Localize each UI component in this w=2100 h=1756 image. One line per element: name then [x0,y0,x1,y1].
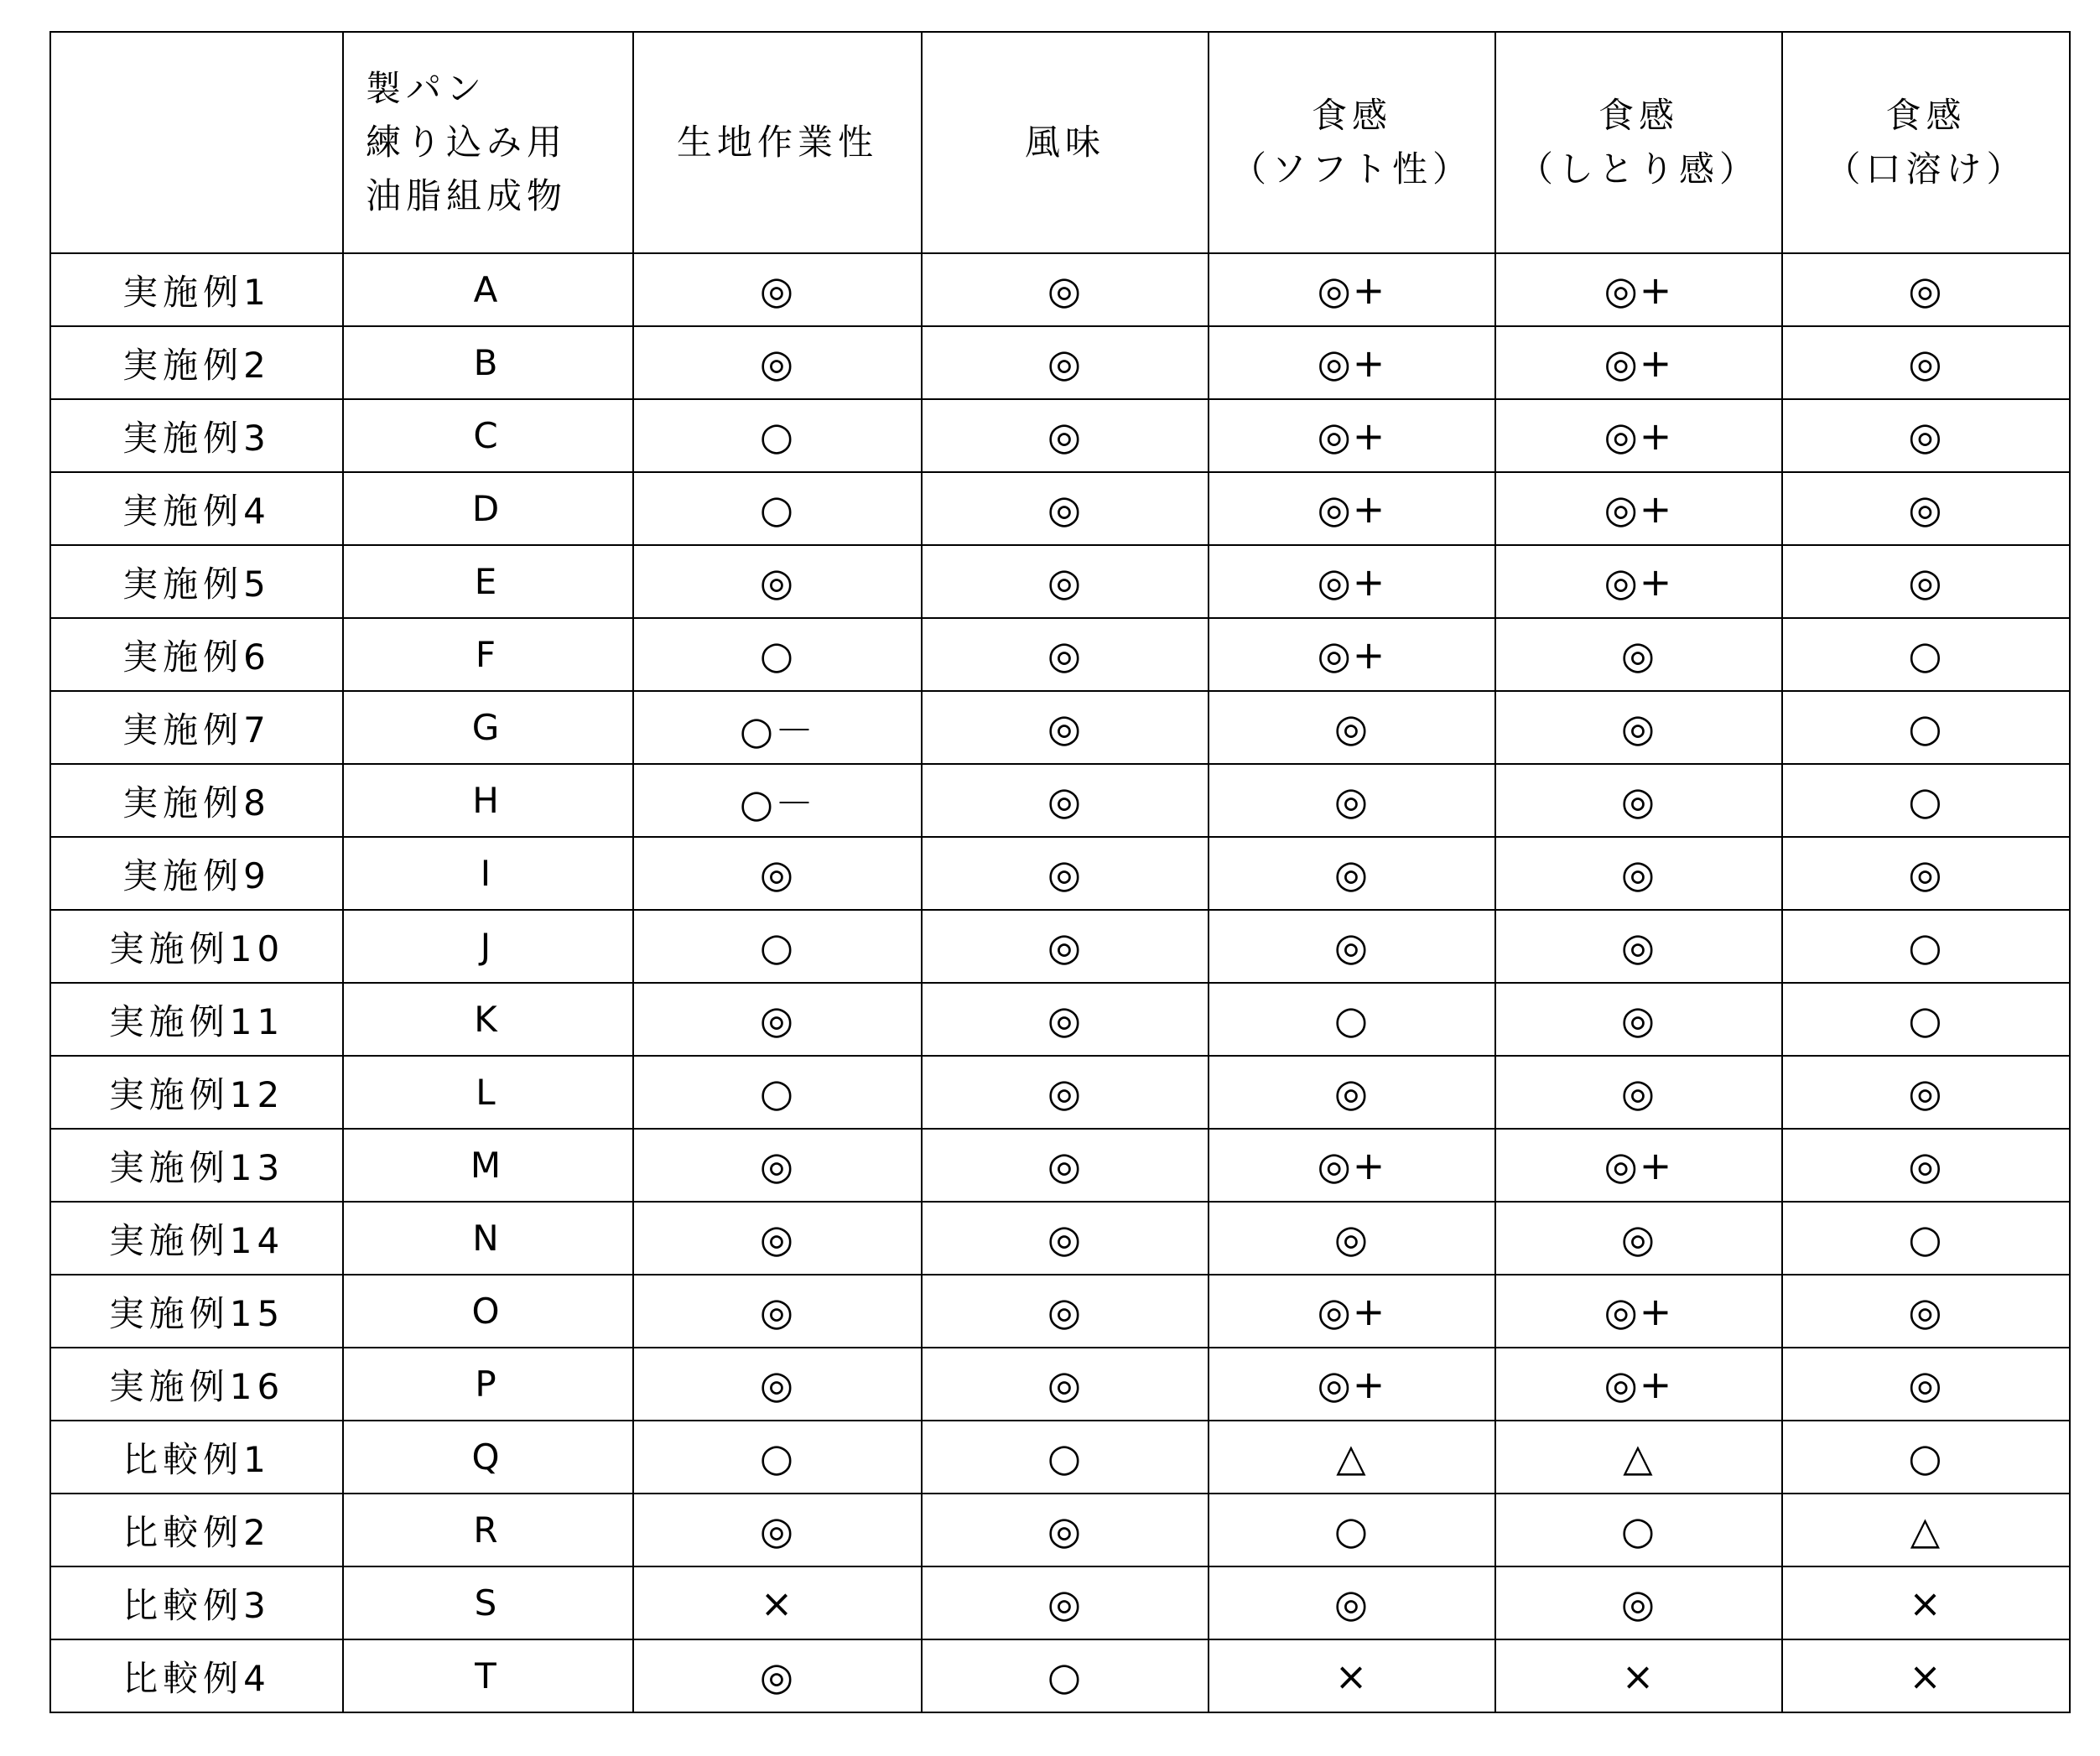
cell-example: 実施例15 [50,1275,343,1348]
cell-flavor: ◎ [922,1566,1209,1639]
cell-texture-moistness: ◎+ [1495,253,1782,326]
table-row [50,1275,2070,1348]
cell-flavor: ○ [922,1639,1209,1712]
cell-texture-moistness: △ [1495,1421,1782,1494]
cell-texture-softness: ◎+ [1209,618,1495,691]
header-dough-workability: 生地作業性 [633,32,922,253]
cell-texture-softness: △ [1209,1421,1495,1494]
cell-flavor: ◎ [922,399,1209,472]
cell-texture-softness: ◎+ [1209,1275,1495,1348]
table-row [50,399,2070,472]
cell-flavor: ◎ [922,910,1209,983]
cell-dough-workability: ○ [633,1421,922,1494]
cell-dough-workability: ◎ [633,326,922,399]
cell-texture-moistness: ◎+ [1495,472,1782,545]
header-texture-moistness: 食感 （しとり感） [1495,32,1782,253]
cell-fat-composition: H [343,764,633,837]
cell-dough-workability: ◎ [633,1202,922,1275]
cell-dough-workability: ○－ [633,691,922,764]
cell-texture-moistness: ◎ [1495,837,1782,910]
cell-example: 比較例4 [50,1639,343,1712]
cell-example: 実施例3 [50,399,343,472]
cell-texture-softness: ○ [1209,1494,1495,1566]
cell-texture-moistness: ◎ [1495,1202,1782,1275]
table-row [50,1129,2070,1202]
cell-fat-composition: A [343,253,633,326]
header-texture-melt: 食感 （口溶け） [1782,32,2070,253]
cell-texture-moistness: ◎ [1495,910,1782,983]
cell-texture-melt: × [1782,1639,2070,1712]
cell-texture-softness: ○ [1209,983,1495,1056]
cell-flavor: ◎ [922,1129,1209,1202]
cell-example: 実施例13 [50,1129,343,1202]
cell-flavor: ◎ [922,253,1209,326]
cell-texture-melt: ○ [1782,618,2070,691]
cell-dough-workability: ◎ [633,983,922,1056]
cell-example: 実施例16 [50,1348,343,1421]
cell-texture-melt: ◎ [1782,326,2070,399]
table-row [50,545,2070,618]
cell-example: 比較例2 [50,1494,343,1566]
cell-flavor: ◎ [922,545,1209,618]
cell-dough-workability: ◎ [633,1639,922,1712]
cell-flavor: ◎ [922,1202,1209,1275]
cell-fat-composition: M [343,1129,633,1202]
header-fat-composition: 製パン 練り込み用 油脂組成物 [343,32,633,253]
cell-texture-melt: ○ [1782,1202,2070,1275]
cell-fat-composition: E [343,545,633,618]
cell-texture-moistness: ◎ [1495,1056,1782,1129]
cell-example: 実施例12 [50,1056,343,1129]
cell-texture-moistness: ◎ [1495,691,1782,764]
table-row [50,910,2070,983]
evaluation-table [49,31,2071,1713]
table-row [50,1348,2070,1421]
cell-flavor: ◎ [922,983,1209,1056]
header-example [50,32,343,253]
cell-fat-composition: S [343,1566,633,1639]
table-row [50,983,2070,1056]
cell-dough-workability: ◎ [633,837,922,910]
cell-flavor: ◎ [922,1275,1209,1348]
cell-dough-workability: ◎ [633,1275,922,1348]
cell-texture-melt: ◎ [1782,1275,2070,1348]
table-row [50,1202,2070,1275]
cell-texture-melt: ○ [1782,910,2070,983]
cell-fat-composition: B [343,326,633,399]
cell-dough-workability: ○ [633,910,922,983]
table-row [50,1494,2070,1566]
cell-example: 実施例4 [50,472,343,545]
cell-fat-composition: C [343,399,633,472]
cell-texture-softness: ◎ [1209,837,1495,910]
cell-texture-moistness: ◎ [1495,618,1782,691]
cell-texture-softness: ◎+ [1209,399,1495,472]
cell-texture-softness: ◎+ [1209,1348,1495,1421]
cell-example: 実施例6 [50,618,343,691]
table-row [50,764,2070,837]
cell-texture-moistness: ◎ [1495,764,1782,837]
cell-flavor: ◎ [922,837,1209,910]
cell-fat-composition: J [343,910,633,983]
cell-flavor: ◎ [922,764,1209,837]
cell-texture-melt: △ [1782,1494,2070,1566]
cell-texture-melt: ◎ [1782,472,2070,545]
cell-texture-melt: ◎ [1782,399,2070,472]
cell-example: 比較例3 [50,1566,343,1639]
cell-texture-melt: × [1782,1566,2070,1639]
cell-example: 実施例9 [50,837,343,910]
cell-texture-moistness: ◎+ [1495,326,1782,399]
table-row [50,618,2070,691]
cell-flavor: ◎ [922,326,1209,399]
header-texture-softness: 食感 （ソフト性） [1209,32,1495,253]
cell-fat-composition: Q [343,1421,633,1494]
cell-texture-moistness: ◎+ [1495,1348,1782,1421]
cell-texture-softness: ◎ [1209,691,1495,764]
cell-fat-composition: T [343,1639,633,1712]
table-row [50,691,2070,764]
cell-texture-moistness: ◎+ [1495,1129,1782,1202]
cell-dough-workability: ◎ [633,1129,922,1202]
cell-texture-softness: ◎ [1209,1566,1495,1639]
cell-texture-melt: ◎ [1782,545,2070,618]
cell-example: 実施例7 [50,691,343,764]
cell-example: 実施例2 [50,326,343,399]
cell-fat-composition: R [343,1494,633,1566]
cell-example: 実施例1 [50,253,343,326]
cell-fat-composition: F [343,618,633,691]
cell-example: 実施例11 [50,983,343,1056]
cell-dough-workability: ◎ [633,545,922,618]
cell-example: 実施例14 [50,1202,343,1275]
cell-texture-melt: ◎ [1782,1056,2070,1129]
cell-texture-softness: ◎+ [1209,1129,1495,1202]
cell-texture-softness: ◎ [1209,910,1495,983]
cell-example: 実施例8 [50,764,343,837]
cell-dough-workability: ◎ [633,253,922,326]
cell-example: 実施例10 [50,910,343,983]
cell-flavor: ◎ [922,1056,1209,1129]
table-row [50,837,2070,910]
cell-fat-composition: I [343,837,633,910]
table-row [50,472,2070,545]
cell-dough-workability: ◎ [633,1494,922,1566]
header-flavor: 風味 [922,32,1209,253]
cell-texture-softness: ◎+ [1209,326,1495,399]
cell-texture-moistness: ◎+ [1495,1275,1782,1348]
cell-texture-melt: ◎ [1782,1129,2070,1202]
cell-dough-workability: ○ [633,399,922,472]
table-body [50,253,2070,1712]
cell-flavor: ◎ [922,691,1209,764]
cell-example: 実施例5 [50,545,343,618]
cell-texture-softness: ◎ [1209,764,1495,837]
table-row [50,1639,2070,1712]
cell-texture-melt: ◎ [1782,253,2070,326]
cell-texture-moistness: ◎+ [1495,545,1782,618]
cell-texture-melt: ○ [1782,764,2070,837]
cell-texture-softness: × [1209,1639,1495,1712]
cell-flavor: ◎ [922,1494,1209,1566]
cell-texture-melt: ◎ [1782,1348,2070,1421]
cell-texture-melt: ○ [1782,1421,2070,1494]
cell-texture-moistness: × [1495,1639,1782,1712]
cell-fat-composition: D [343,472,633,545]
cell-dough-workability: ○ [633,472,922,545]
cell-fat-composition: O [343,1275,633,1348]
cell-texture-softness: ◎ [1209,1056,1495,1129]
table-row [50,326,2070,399]
table-row [50,1056,2070,1129]
cell-flavor: ◎ [922,472,1209,545]
table-row [50,253,2070,326]
cell-texture-softness: ◎+ [1209,472,1495,545]
cell-fat-composition: P [343,1348,633,1421]
cell-texture-moistness: ◎ [1495,983,1782,1056]
cell-flavor: ◎ [922,1348,1209,1421]
cell-dough-workability: ○－ [633,764,922,837]
cell-texture-moistness: ○ [1495,1494,1782,1566]
cell-fat-composition: N [343,1202,633,1275]
cell-texture-melt: ○ [1782,691,2070,764]
cell-texture-softness: ◎+ [1209,545,1495,618]
cell-dough-workability: × [633,1566,922,1639]
cell-flavor: ◎ [922,618,1209,691]
cell-dough-workability: ○ [633,618,922,691]
cell-fat-composition: K [343,983,633,1056]
cell-texture-softness: ◎ [1209,1202,1495,1275]
cell-flavor: ○ [922,1421,1209,1494]
cell-texture-softness: ◎+ [1209,253,1495,326]
cell-texture-melt: ◎ [1782,837,2070,910]
cell-fat-composition: G [343,691,633,764]
cell-texture-melt: ○ [1782,983,2070,1056]
cell-texture-moistness: ◎+ [1495,399,1782,472]
cell-dough-workability: ○ [633,1056,922,1129]
table-row [50,1421,2070,1494]
header-row [50,32,2070,253]
table-row [50,1566,2070,1639]
cell-example: 比較例1 [50,1421,343,1494]
cell-texture-moistness: ◎ [1495,1566,1782,1639]
cell-dough-workability: ◎ [633,1348,922,1421]
cell-fat-composition: L [343,1056,633,1129]
